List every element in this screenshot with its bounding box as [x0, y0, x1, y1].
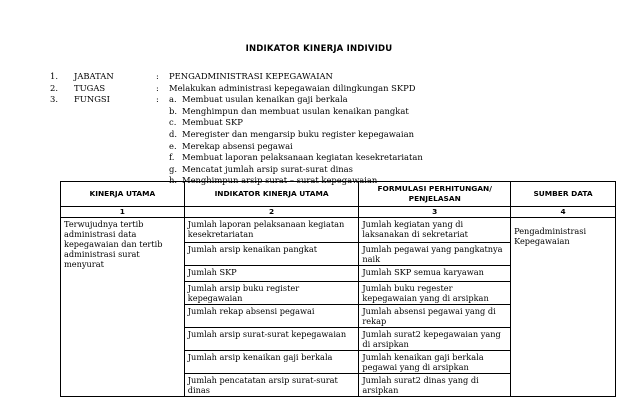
column-number-row	[61, 207, 616, 218]
table-row	[61, 218, 616, 243]
fungsi-letter: g.	[169, 163, 178, 174]
info-number: 3.	[50, 94, 58, 105]
formulasi-cell: Jumlah kegiatan yang di laksanakan di sekretariat	[359, 218, 511, 243]
indikator-cell: Jumlah laporan pelaksanaan kegiatan kesekretariatan	[184, 218, 359, 243]
header-indikator: INDIKATOR KINERJA UTAMA	[184, 182, 359, 207]
header-formulasi: FORMULASI PERHITUNGAN/ PENJELASAN	[359, 182, 511, 207]
header-sumber-data: SUMBER DATA	[511, 182, 616, 207]
column-number: 3	[359, 207, 511, 218]
fungsi-item	[169, 94, 423, 106]
sumber-data-cell: Pengadministrasi Kepegawaian	[511, 218, 616, 397]
fungsi-text: Membuat laporan pelaksanaan kegiatan kesekretariatan	[182, 152, 423, 163]
indikator-cell: Jumlah arsip buku register kepegawaian	[184, 282, 359, 305]
fungsi-item	[169, 117, 423, 129]
formulasi-cell: Jumlah kenaikan gaji berkala pegawai yang di arsipkan	[359, 351, 511, 374]
fungsi-item	[169, 106, 423, 118]
formulasi-cell: Jumlah buku regester kepegawaian yang di arsipkan	[359, 282, 511, 305]
formulasi-cell: Jumlah surat2 kepegawaian yang di arsipkan	[359, 328, 511, 351]
page-title: INDIKATOR KINERJA INDIVIDU	[245, 44, 393, 54]
formulasi-cell: Jumlah absensi pegawai yang di rekap	[359, 305, 511, 328]
info-number: 2.	[50, 82, 58, 93]
info-value: Melakukan administrasi kepegawaian dilingkungan SKPD	[169, 82, 416, 93]
fungsi-item	[169, 164, 423, 176]
info-colon: :	[156, 82, 159, 93]
fungsi-text: Merekap absensi pegawai	[182, 140, 293, 151]
indikator-cell: Jumlah pencatatan arsip surat-surat dinas	[184, 374, 359, 397]
info-row-jabatan	[50, 71, 423, 83]
fungsi-letter: a.	[169, 94, 177, 105]
fungsi-text: Menghimpun arsip surat – surat kepegawaian	[182, 175, 378, 186]
info-row-fungsi	[50, 94, 423, 187]
header-kinerja-utama: KINERJA UTAMA	[61, 182, 185, 207]
info-number: 1.	[50, 71, 58, 81]
fungsi-letter: e.	[169, 140, 177, 151]
info-colon: :	[156, 94, 159, 105]
fungsi-text: Mencatat jumlah arsip surat-surat dinas	[182, 163, 353, 174]
info-section	[50, 71, 423, 187]
fungsi-letter: f.	[169, 152, 175, 163]
fungsi-letter: b.	[169, 105, 178, 116]
column-number: 1	[61, 207, 185, 218]
formulasi-cell: Jumlah SKP semua karyawan	[359, 266, 511, 282]
indikator-cell: Jumlah SKP	[184, 266, 359, 282]
indikator-cell: Jumlah arsip kenaikan gaji berkala	[184, 351, 359, 374]
fungsi-letter: d.	[169, 128, 178, 139]
fungsi-list	[169, 94, 423, 187]
info-row-tugas	[50, 83, 423, 95]
fungsi-item	[169, 141, 423, 153]
table-header-row	[61, 182, 616, 207]
info-value: PENGADMINISTRASI KEPEGAWAIAN	[169, 71, 333, 81]
formulasi-cell: Jumlah surat2 dinas yang di arsipkan	[359, 374, 511, 397]
indikator-cell: Jumlah arsip kenaikan pangkat	[184, 243, 359, 266]
info-colon: :	[156, 71, 159, 81]
info-label: TUGAS	[74, 82, 106, 93]
kinerja-utama-cell: Terwujudnya tertib administrasi data kepegawaian dan tertib administrasi surat menyurat	[61, 218, 185, 397]
fungsi-item	[169, 152, 423, 164]
indikator-cell: Jumlah arsip surat-surat kepegawaian	[184, 328, 359, 351]
column-number: 4	[511, 207, 616, 218]
fungsi-letter: h.	[169, 175, 178, 186]
fungsi-text: Membuat usulan kenaikan gaji berkala	[182, 94, 348, 105]
indikator-table	[60, 181, 616, 397]
info-label: FUNGSI	[74, 94, 110, 105]
formulasi-cell: Jumlah pegawai yang pangkatnya naik	[359, 243, 511, 266]
fungsi-text: Meregister dan mengarsip buku register kepegawaian	[182, 128, 414, 139]
indikator-cell: Jumlah rekap absensi pegawai	[184, 305, 359, 328]
info-label: JABATAN	[74, 71, 114, 81]
fungsi-text: Membuat SKP	[182, 117, 243, 128]
fungsi-item	[169, 129, 423, 141]
column-number: 2	[184, 207, 359, 218]
fungsi-letter: c.	[169, 117, 177, 128]
fungsi-text: Menghimpun dan membuat usulan kenaikan pangkat	[182, 105, 409, 116]
